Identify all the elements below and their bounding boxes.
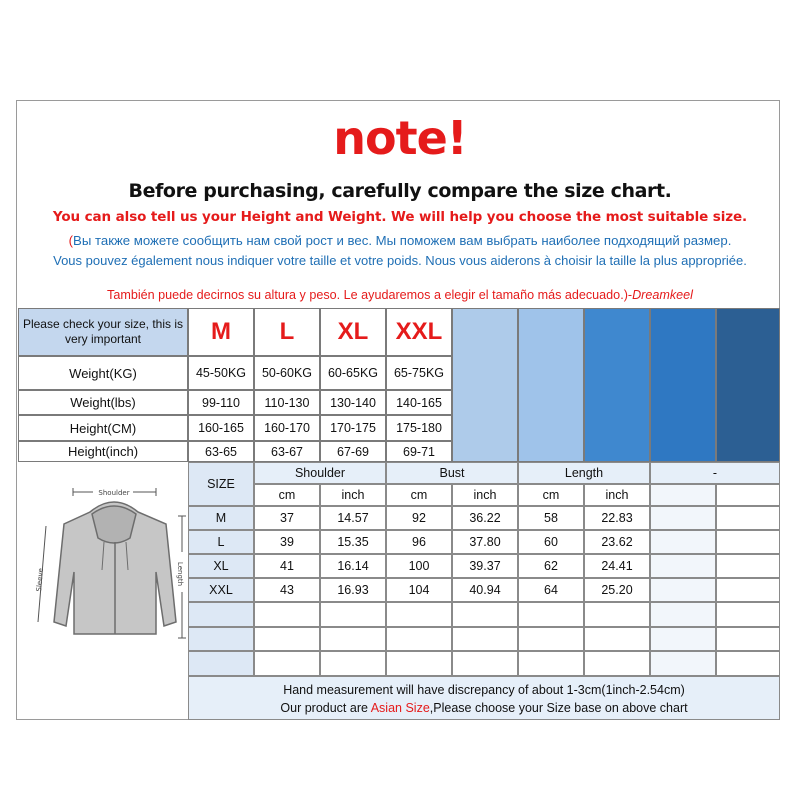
color-block-3 — [584, 308, 650, 462]
table-cell: 69-71 — [386, 441, 452, 462]
size-cell: M — [188, 506, 254, 530]
empty-cell — [650, 484, 716, 506]
table-cell: 130-140 — [320, 390, 386, 415]
table-cell: 60 — [518, 530, 584, 554]
empty-cell — [716, 484, 780, 506]
table-cell: 62 — [518, 554, 584, 578]
brand-name: Dreamkeel — [632, 288, 693, 302]
empty-cell — [518, 627, 584, 651]
group-header-3: - — [650, 462, 780, 484]
row-label: Weight(lbs) — [18, 390, 188, 415]
height-weight-note-en: You can also tell us your Height and Weight. We will help you choose the most suitable size. — [52, 209, 748, 225]
table-cell: 63-65 — [188, 441, 254, 462]
empty-cell — [650, 554, 716, 578]
color-block-4 — [650, 308, 716, 462]
table-cell: 160-170 — [254, 415, 320, 441]
group-header-0: Shoulder — [254, 462, 386, 484]
asian-size-note — [189, 699, 779, 717]
color-block-1 — [452, 308, 518, 462]
empty-cell — [716, 651, 780, 676]
table-cell: 60-65KG — [320, 356, 386, 390]
asian-size-prefix: Our product are — [280, 701, 371, 715]
table-cell: 15.35 — [320, 530, 386, 554]
empty-cell — [518, 602, 584, 627]
discrepancy-note: Hand measurement will have discrepancy of about 1-3cm(1inch-2.54cm) — [283, 683, 685, 697]
table-cell: 104 — [386, 578, 452, 602]
empty-cell — [716, 602, 780, 627]
unit-header: inch — [452, 484, 518, 506]
table-cell: 92 — [386, 506, 452, 530]
empty-cell — [650, 627, 716, 651]
table-cell: 99-110 — [188, 390, 254, 415]
size-check-header: Please check your size, this is very important — [18, 308, 188, 356]
table-cell: 160-165 — [188, 415, 254, 441]
size-header-xxl: XXL — [386, 308, 452, 356]
row-label: Height(CM) — [18, 415, 188, 441]
sleeve-label: Sleeve — [35, 567, 46, 592]
es-text: También puede decirnos su altura y peso. Le ayudaremos a elegir el tamaño más adecuado.)- — [107, 288, 633, 302]
table-cell: 16.14 — [320, 554, 386, 578]
empty-cell — [716, 627, 780, 651]
unit-header: cm — [254, 484, 320, 506]
size-header-xl: XL — [320, 308, 386, 356]
size-cell — [188, 602, 254, 627]
table-cell: 100 — [386, 554, 452, 578]
table-cell: 58 — [518, 506, 584, 530]
empty-cell — [320, 602, 386, 627]
table-cell: 41 — [254, 554, 320, 578]
empty-cell — [254, 627, 320, 651]
group-header-1: Bust — [386, 462, 518, 484]
hoodie-icon — [54, 502, 176, 634]
table-cell: 67-69 — [320, 441, 386, 462]
empty-cell — [650, 578, 716, 602]
table-cell: 63-67 — [254, 441, 320, 462]
empty-cell — [650, 651, 716, 676]
shoulder-label: Shoulder — [98, 489, 130, 497]
table-cell: 37 — [254, 506, 320, 530]
size-cell — [188, 651, 254, 676]
empty-cell — [386, 651, 452, 676]
asian-size-suffix: ,Please choose your Size base on above chart — [429, 701, 688, 715]
empty-cell — [452, 651, 518, 676]
empty-cell — [320, 651, 386, 676]
height-weight-note-ru — [18, 233, 782, 248]
empty-cell — [320, 627, 386, 651]
empty-cell — [716, 554, 780, 578]
table-cell: 39 — [254, 530, 320, 554]
row-label: Weight(KG) — [18, 356, 188, 390]
table-cell: 25.20 — [584, 578, 650, 602]
table-cell: 23.62 — [584, 530, 650, 554]
empty-cell — [254, 651, 320, 676]
table-cell: 36.22 — [452, 506, 518, 530]
empty-cell — [716, 530, 780, 554]
table-cell: 64 — [518, 578, 584, 602]
table-cell: 65-75KG — [386, 356, 452, 390]
size-cell: L — [188, 530, 254, 554]
table-cell: 170-175 — [320, 415, 386, 441]
size-cell: XXL — [188, 578, 254, 602]
empty-cell — [716, 578, 780, 602]
hoodie-measurement-diagram — [18, 462, 188, 672]
unit-header: cm — [518, 484, 584, 506]
empty-cell — [584, 627, 650, 651]
color-block-2 — [518, 308, 584, 462]
unit-header: cm — [386, 484, 452, 506]
table-cell: 14.57 — [320, 506, 386, 530]
size-cell — [188, 627, 254, 651]
table-cell: 50-60KG — [254, 356, 320, 390]
table-cell: 140-165 — [386, 390, 452, 415]
height-weight-note-es — [18, 288, 782, 302]
table-cell: 110-130 — [254, 390, 320, 415]
unit-header: inch — [584, 484, 650, 506]
empty-cell — [386, 602, 452, 627]
empty-cell — [386, 627, 452, 651]
empty-cell — [518, 651, 584, 676]
ru-text: Вы также можете сообщить нам свой рост и вес. Мы поможем вам выбрать наиболее подходящий размер. — [73, 233, 732, 248]
note-heading: note! — [333, 111, 467, 165]
table-cell: 37.80 — [452, 530, 518, 554]
empty-cell — [650, 506, 716, 530]
table-cell: 43 — [254, 578, 320, 602]
open-paren: ( — [68, 233, 74, 248]
table-cell: 40.94 — [452, 578, 518, 602]
size-cell: XL — [188, 554, 254, 578]
table-cell: 24.41 — [584, 554, 650, 578]
table-cell: 96 — [386, 530, 452, 554]
empty-cell — [584, 651, 650, 676]
footer-note — [188, 676, 780, 720]
table-cell: 39.37 — [452, 554, 518, 578]
asian-size-highlight: Asian Size — [370, 701, 430, 715]
empty-cell — [452, 627, 518, 651]
compare-instruction: Before purchasing, carefully compare the size chart. — [128, 180, 672, 202]
group-header-2: Length — [518, 462, 650, 484]
empty-cell — [452, 602, 518, 627]
height-weight-note-fr: Vous pouvez également nous indiquer votre taille et votre poids. Nous vous aiderons à choisir la taille la plus appropriée. — [53, 253, 747, 268]
table-cell: 16.93 — [320, 578, 386, 602]
size-header-l: L — [254, 308, 320, 356]
unit-header: inch — [320, 484, 386, 506]
color-block-5 — [716, 308, 780, 462]
size-column-header: SIZE — [188, 462, 254, 506]
row-label: Height(inch) — [18, 441, 188, 462]
empty-cell — [254, 602, 320, 627]
empty-cell — [716, 506, 780, 530]
table-cell: 45-50KG — [188, 356, 254, 390]
empty-cell — [650, 530, 716, 554]
length-label: Length — [176, 561, 184, 587]
table-cell: 22.83 — [584, 506, 650, 530]
table-cell: 175-180 — [386, 415, 452, 441]
size-header-m: M — [188, 308, 254, 356]
empty-cell — [650, 602, 716, 627]
empty-cell — [584, 602, 650, 627]
